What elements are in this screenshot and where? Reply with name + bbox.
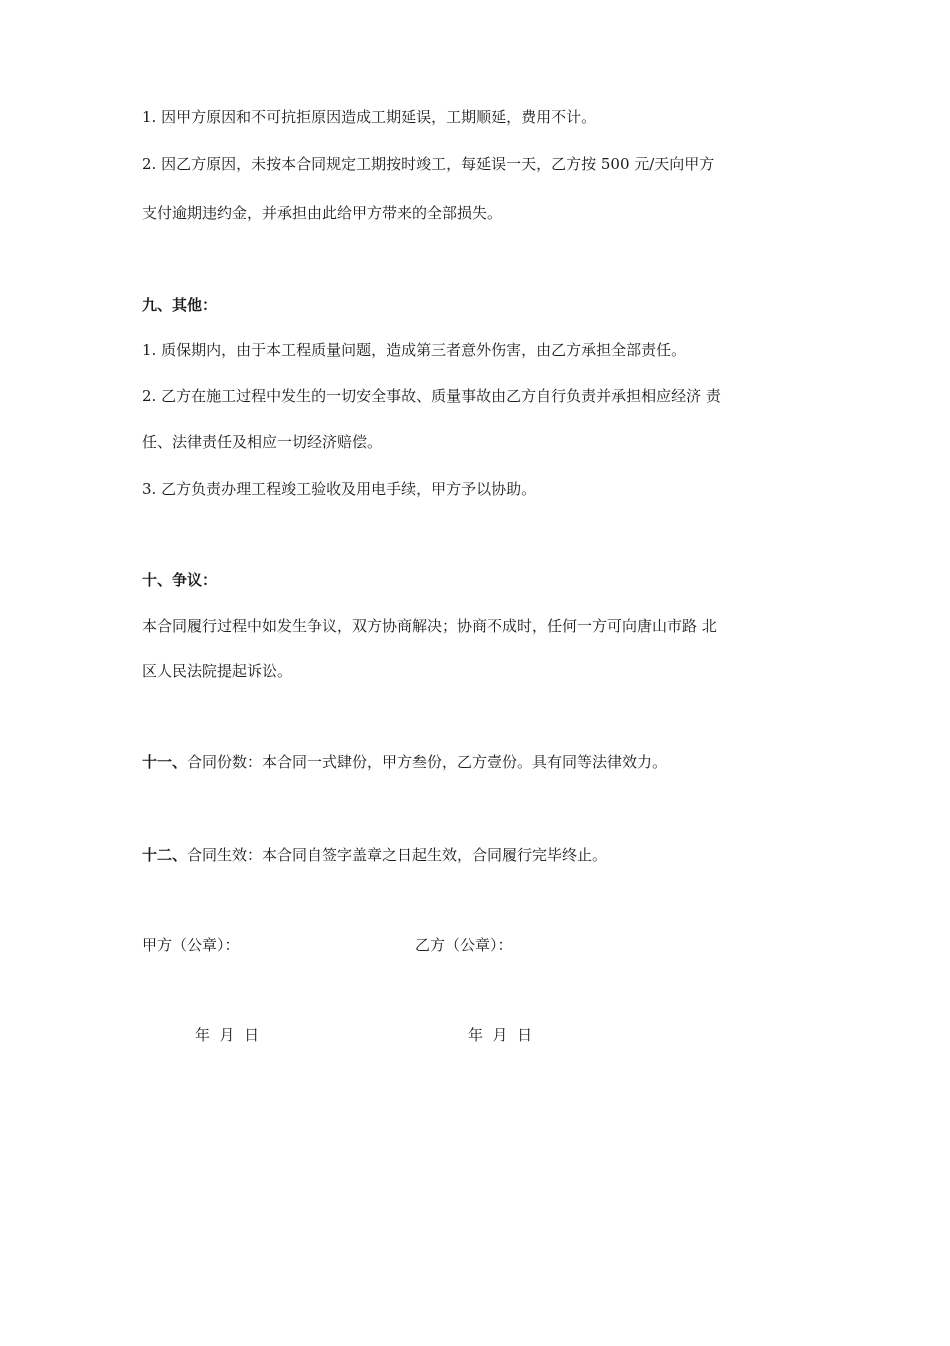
party-a-seal-label: 甲方（公章）： <box>142 936 240 954</box>
section11 <box>142 752 667 772</box>
section8-item-2: 2. 因乙方原因，未按本合同规定工期按时竣工，每延误一天，乙方按 500 元/天向甲方 <box>142 155 715 173</box>
section12-text: 合同生效：本合同自签字盖章之日起生效，合同履行完毕终止。 <box>187 846 608 864</box>
party-a-date: 年 月 日 <box>195 1026 260 1044</box>
section11-label: 十一、 <box>142 753 188 771</box>
section9-item-2-cont: 任、法律责任及相应一切经济赔偿。 <box>142 433 383 451</box>
section12-label: 十二、 <box>142 846 188 864</box>
section10-heading: 十、争议： <box>142 571 218 589</box>
section10-text-cont: 区人民法院提起诉讼。 <box>142 662 293 680</box>
section11-text: 合同份数：本合同一式肆份，甲方叁份，乙方壹份。具有同等法律效力。 <box>187 753 668 771</box>
party-b-date: 年 月 日 <box>468 1026 533 1044</box>
section8-item-1: 1. 因甲方原因和不可抗拒原因造成工期延误，工期顺延，费用不计。 <box>142 108 597 126</box>
section10-text: 本合同履行过程中如发生争议，双方协商解决；协商不成时，任何一方可向唐山市路 北 <box>142 617 717 635</box>
party-b-seal-label: 乙方（公章）： <box>415 936 513 954</box>
section8-item-2-cont: 支付逾期违约金，并承担由此给甲方带来的全部损失。 <box>142 204 503 222</box>
section9-heading: 九、其他： <box>142 296 218 314</box>
section9-item-3: 3. 乙方负责办理工程竣工验收及用电手续，甲方予以协助。 <box>142 480 537 498</box>
section9-item-1: 1. 质保期内，由于本工程质量问题，造成第三者意外伤害，由乙方承担全部责任。 <box>142 341 687 359</box>
section12 <box>142 845 607 865</box>
section9-item-2: 2. 乙方在施工过程中发生的一切安全事故、质量事故由乙方自行负责并承担相应经济 责 <box>142 387 721 405</box>
